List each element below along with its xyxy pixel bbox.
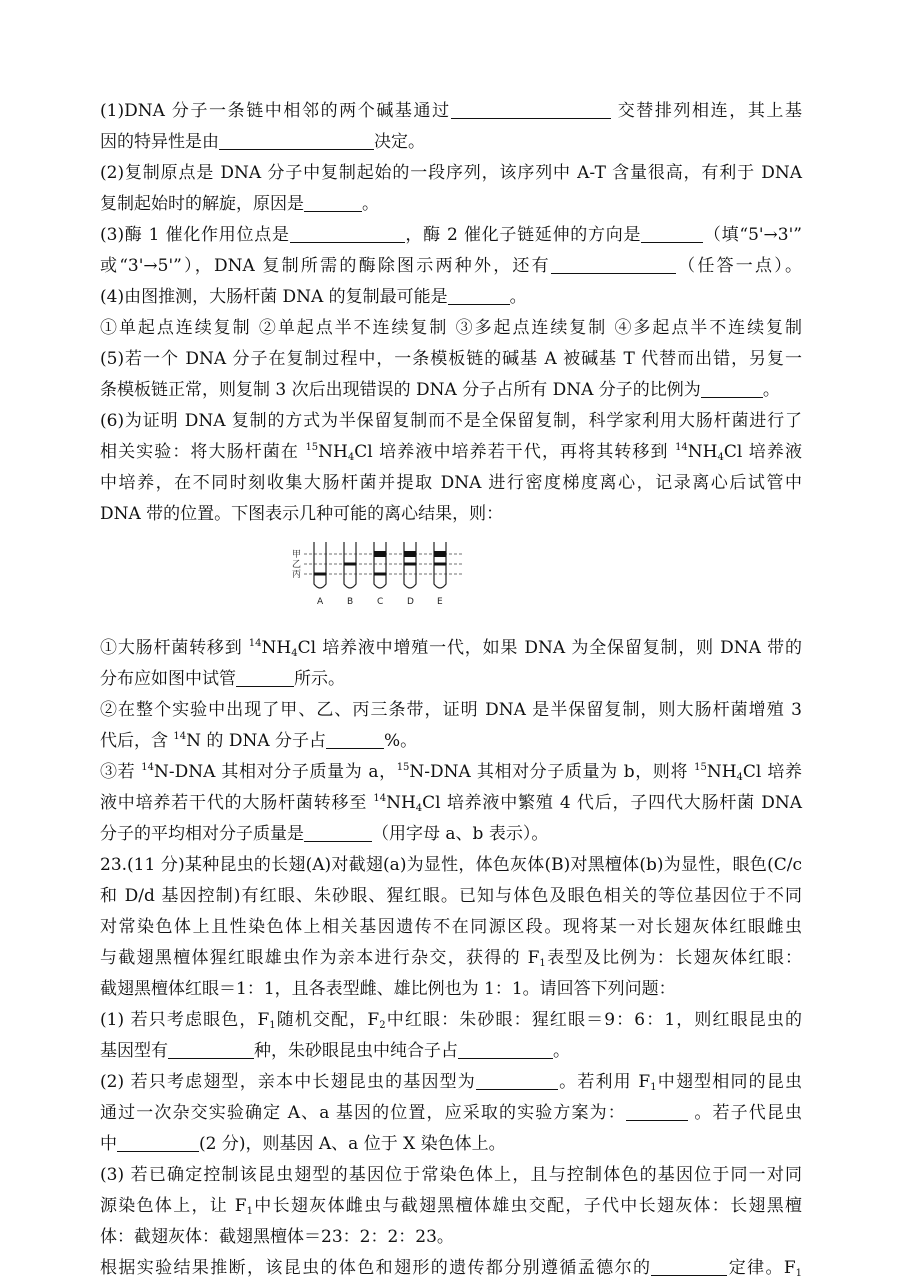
text-run: N-DNA 其相对分子质量为 a， (153, 762, 397, 782)
text-run: 交替排列相连，其上基 (610, 101, 803, 121)
text-line (100, 437, 802, 468)
text-line (100, 406, 802, 437)
superscript: 14 (373, 793, 387, 804)
text-run: 复制起始时的解旋，原因是 (100, 194, 304, 214)
dna-band (314, 573, 326, 576)
text-line (100, 819, 802, 850)
text-run: 对常染色体上且性染色体上相关基因遗传不在同源区段。现将某一对长翅灰体红眼雌虫 (100, 917, 802, 937)
superscript: 15 (396, 762, 410, 773)
dna-band (434, 551, 446, 557)
subscript: 2 (379, 1020, 386, 1031)
text-run: 或“3'→5'”），DNA 复制所需的酶除图示两种外，还有 (100, 256, 551, 276)
dna-band (344, 563, 356, 566)
text-run: 源染色体上，让 F (100, 1196, 247, 1216)
answer-blank (701, 380, 763, 398)
answer-blank (304, 194, 362, 212)
text-run: 。若利用 F (557, 1072, 651, 1092)
text-run: 截翅黑檀体红眼＝1：1，且各表型雌、雄比例也为 1：1。请回答下列问题： (100, 979, 676, 999)
text-line (100, 664, 802, 695)
text-run: 。 (509, 287, 527, 307)
dna-band (404, 551, 416, 557)
subscript: 4 (291, 648, 298, 659)
dna-band (404, 563, 416, 566)
text-run: 。若子代昆虫 (687, 1103, 803, 1123)
text-run: (2)复制原点是 DNA 分子中复制起始的一段序列，该序列中 A-T 含量很高，有利于 DNA (100, 163, 802, 183)
text-run: NH (706, 762, 737, 782)
text-line (100, 313, 802, 344)
text-run: DNA 带的位置。下图表示几种可能的离心结果，则： (100, 504, 504, 524)
superscript: 15 (305, 442, 319, 453)
text-run: 种，朱砂眼昆虫中纯合子占 (254, 1041, 458, 1061)
text-run: (1)DNA 分子一条链中相邻的两个碱基通过 (100, 101, 451, 121)
text-run: NH (318, 442, 348, 462)
band-label: 丙 (292, 570, 302, 580)
text-run: (5)若一个 DNA 分子在复制过程中，一条模板链的碱基 A 被碱基 T 代替而出错，另复一 (100, 349, 802, 369)
text-run: 通过一次杂交实验确定 A、a 基因的位置，应采取的实验方案为： (100, 1103, 626, 1123)
text-line (100, 757, 802, 788)
dna-band (374, 551, 386, 557)
text-run: 。 (762, 380, 780, 400)
text-run: (4)由图推测，大肠杆菌 DNA 的复制最可能是 (100, 287, 448, 307)
answer-blank (451, 101, 611, 119)
text-line (100, 344, 802, 375)
text-line (100, 375, 802, 406)
subscript: 1 (539, 958, 546, 969)
text-line (100, 468, 802, 499)
text-line (100, 974, 802, 1005)
text-run: Cl 培养 (742, 762, 802, 782)
text-line (100, 912, 802, 943)
text-line (100, 633, 802, 664)
text-line (100, 726, 802, 757)
text-run: NH (687, 442, 718, 462)
subscript: 1 (246, 1206, 253, 1217)
text-run: %。 (384, 731, 418, 751)
text-run: (3)酶 1 催化作用位点是 (100, 225, 290, 245)
text-run: ①大肠杆菌转移到 (100, 638, 249, 658)
text-line (100, 943, 802, 974)
subscript: 4 (736, 772, 743, 783)
answer-blank (641, 225, 703, 243)
text-run: 分子的平均相对分子质量是 (100, 824, 304, 844)
text-run: 条模板链正常，则复制 3 次后出现错误的 DNA 分子占所有 DNA 分子的比例为 (100, 380, 701, 400)
text-line (100, 1160, 802, 1191)
document-page (100, 96, 802, 1284)
tube-label: A (317, 597, 324, 607)
text-run: ，酶 2 催化子链延伸的方向是 (404, 225, 642, 245)
answer-blank (117, 1134, 199, 1152)
text-line (100, 850, 802, 881)
text-line (100, 127, 802, 158)
text-run: 和 D/d 基因控制)有红眼、朱砂眼、猩红眼。已知与体色及眼色相关的等位基因位于不同 (100, 886, 802, 906)
text-run: 中红眼：朱砂眼：猩红眼＝9：6：1，则红眼昆虫的 (385, 1010, 803, 1030)
tube-label: D (407, 597, 414, 607)
subscript: 1 (269, 1020, 276, 1031)
text-line (100, 881, 802, 912)
text-line (100, 1036, 802, 1067)
tube-label: B (347, 597, 354, 607)
subscript: 1 (795, 1268, 803, 1279)
test-tube (374, 542, 386, 588)
text-run: Cl 培养液中繁殖 4 代后，子四代大肠杆菌 DNA (422, 793, 802, 813)
text-run: （用字母 a、b 表示）。 (372, 824, 549, 844)
answer-blank (219, 132, 374, 150)
answer-blank (304, 824, 372, 842)
text-run: ③若 (100, 762, 142, 782)
answer-blank (626, 1103, 688, 1121)
text-run: 中翅型相同的昆虫 (656, 1072, 803, 1092)
answer-blank (236, 669, 294, 687)
superscript: 15 (694, 762, 707, 773)
text-run: Cl 培养液中培养若干代，再将其转移到 (354, 442, 676, 462)
text-line (100, 1067, 802, 1098)
text-line (100, 499, 802, 530)
superscript: 14 (248, 638, 262, 649)
text-run: 决定。 (374, 132, 425, 152)
dna-band (434, 563, 446, 566)
text-line (100, 1129, 802, 1160)
text-line (100, 1098, 802, 1129)
text-run: (3) 若已确定控制该昆虫翅型的基因位于常染色体上，且与控制体色的基因位于同一对同 (100, 1165, 802, 1185)
text-run: NH (386, 793, 416, 813)
answer-blank (476, 1072, 558, 1090)
text-run: 中 (100, 1134, 117, 1154)
text-run: ②在整个实验中出现了甲、乙、丙三条带，证明 DNA 是半保留复制，则大肠杆菌增殖 3 (100, 700, 802, 720)
centrifuge-tube-figure (100, 530, 802, 633)
text-run: (1) 若只考虑眼色，F (100, 1010, 270, 1030)
text-run: (2) 若只考虑翅型，亲本中长翅昆虫的基因型为 (100, 1072, 476, 1092)
superscript: 14 (141, 762, 154, 773)
answer-blank (458, 1041, 553, 1059)
answer-blank (290, 225, 405, 243)
text-run: 。 (553, 1041, 570, 1061)
text-run: N-DNA 其相对分子质量为 b，则将 (409, 762, 695, 782)
answer-blank (651, 1258, 727, 1276)
subscript: 4 (717, 452, 724, 463)
text-run: (2 分)，则基因 A、a 位于 X 染色体上。 (199, 1134, 506, 1154)
text-line (100, 1222, 802, 1253)
text-run: 。 (362, 194, 379, 214)
text-run: Cl 培养液 (723, 442, 802, 462)
text-run: （填“5'→3'” (703, 225, 802, 245)
text-run: 代后，含 (100, 731, 174, 751)
text-run: 根据实验结果推断，该昆虫的体色和翅形的遗传都分别遵循孟德尔的 (100, 1258, 652, 1278)
superscript: 14 (173, 731, 187, 742)
tube-diagram (288, 540, 478, 620)
text-run: 与截翅黑檀体猩红眼雄虫作为亲本进行杂交，获得的 F (100, 948, 540, 968)
text-run: ①单起点连续复制 ②单起点半不连续复制 ③多起点连续复制 ④多起点半不连续复制 (100, 318, 802, 338)
text-run: 因的特异性是由 (100, 132, 219, 152)
text-run: （任答一点）。 (675, 256, 802, 276)
dna-band (374, 573, 386, 576)
text-run: 表型及比例为：长翅灰体红眼： (545, 948, 803, 968)
text-run: Cl 培养液中增殖一代，如果 DNA 为全保留复制，则 DNA 带的 (297, 638, 802, 658)
text-line (100, 220, 802, 251)
text-line (100, 1005, 802, 1036)
text-line (100, 788, 802, 819)
text-line (100, 251, 802, 282)
tube-label: C (377, 597, 384, 607)
text-line (100, 282, 802, 313)
text-run: N 的 DNA 分子占 (186, 731, 327, 751)
text-run: 分布应如图中试管 (100, 669, 236, 689)
test-tube (314, 542, 326, 588)
text-run: 随机交配，F (275, 1010, 380, 1030)
text-run: 体：截翅灰体：截翅黑檀体＝23：2：2：23。 (100, 1227, 454, 1247)
text-run: 所示。 (294, 669, 345, 689)
text-run: 液中培养若干代的大肠杆菌转移至 (100, 793, 374, 813)
subscript: 4 (347, 452, 355, 463)
tube-label: E (437, 597, 443, 607)
text-run: (6)为证明 DNA 复制的方式为半保留复制而不是全保留复制，科学家利用大肠杆菌进行了 (100, 411, 802, 431)
superscript: 14 (675, 442, 688, 453)
text-run: 基因型有 (100, 1041, 168, 1061)
answer-blank (448, 287, 510, 305)
text-line (100, 1253, 802, 1284)
subscript: 4 (415, 803, 423, 814)
band-label: 甲 (292, 550, 302, 560)
text-line (100, 96, 802, 127)
band-label: 乙 (292, 560, 302, 570)
text-run: 相关实验：将大肠杆菌在 (100, 442, 306, 462)
text-line (100, 695, 802, 726)
answer-blank (326, 731, 384, 749)
text-run: 23.(11 分)某种昆虫的长翅(A)对截翅(a)为显性，体色灰体(B)对黑檀体(b)为显性，眼色(C/c (100, 855, 802, 875)
text-run: 定律。F (727, 1258, 796, 1278)
text-run: NH (261, 638, 292, 658)
subscript: 1 (650, 1082, 657, 1093)
text-run: 中长翅灰体雌虫与截翅黑檀体雄虫交配，子代中长翅灰体：长翅黑檀 (252, 1196, 803, 1216)
answer-blank (551, 256, 676, 274)
text-run: 中培养，在不同时刻收集大肠杆菌并提取 DNA 进行密度梯度离心，记录离心后试管中 (100, 473, 802, 493)
answer-blank (168, 1041, 254, 1059)
text-line (100, 1191, 802, 1222)
text-line (100, 158, 802, 189)
text-line (100, 189, 802, 220)
